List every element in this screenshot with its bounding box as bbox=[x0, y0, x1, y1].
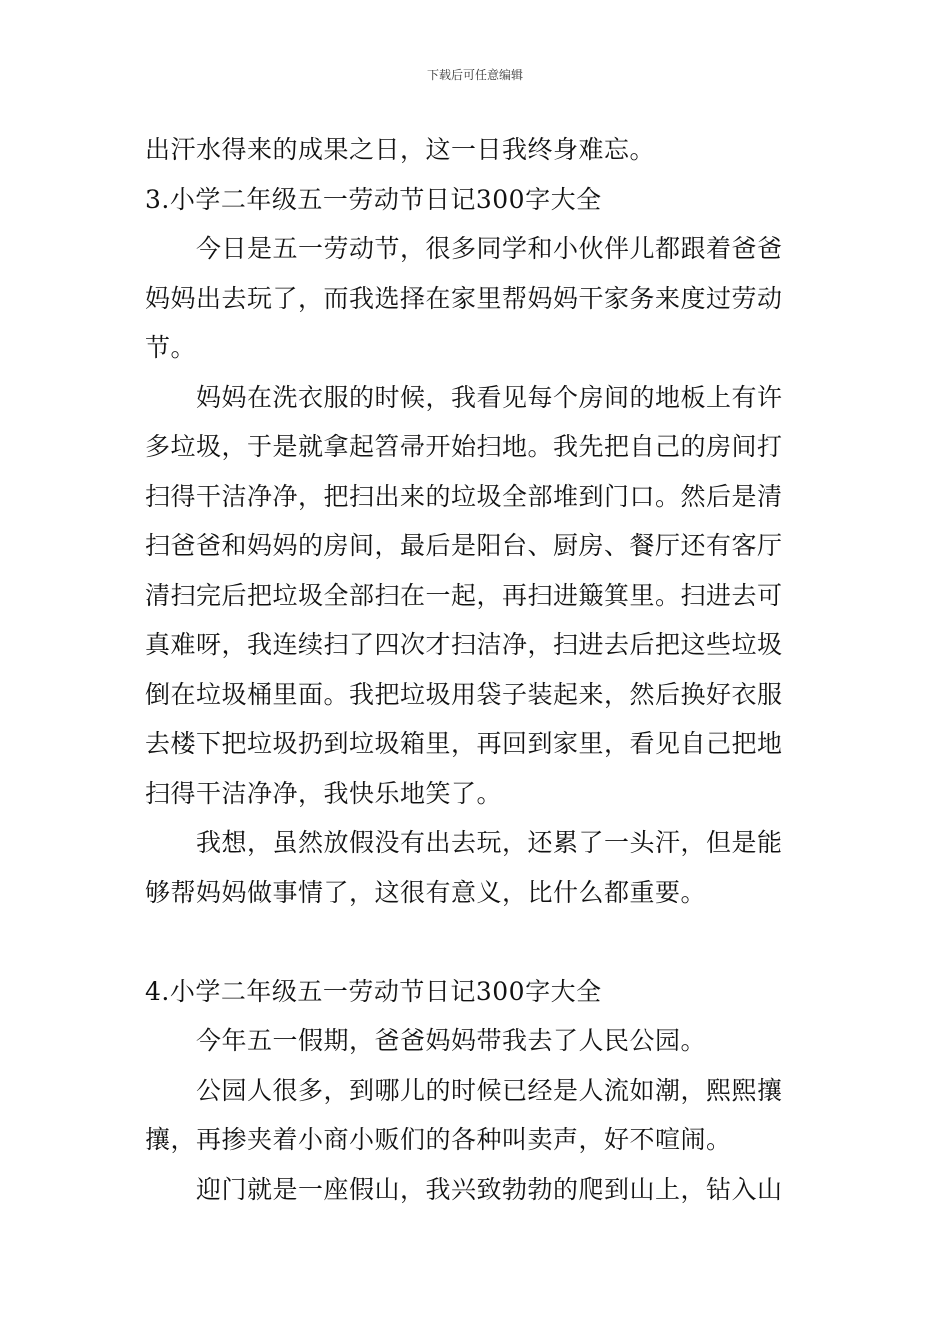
text-line: 出汗水得来的成果之日，这一日我终身难忘。 bbox=[145, 135, 656, 164]
text-line: 扫得干洁净净，把扫出来的垃圾全部堆到门口。然后是清 bbox=[145, 481, 783, 511]
text-line: 我想，虽然放假没有出去玩，还累了一头汗，但是能 bbox=[196, 828, 783, 857]
text-line: 今日是五一劳动节，很多同学和小伙伴儿都跟着爸爸 bbox=[196, 234, 783, 263]
text-line: 迎门就是一座假山，我兴致勃勃的爬到山上，钻入山 bbox=[196, 1174, 783, 1204]
text-line: 扫爸爸和妈妈的房间，最后是阳台、厨房、餐厅还有客厅 bbox=[145, 531, 783, 560]
text-line: 妈妈在洗衣服的时候，我看见每个房间的地板上有许 bbox=[196, 382, 783, 412]
section-heading-4: 4.小学二年级五一劳动节日记300字大全 bbox=[145, 976, 602, 1006]
text-line: 扫得干洁净净，我快乐地笑了。 bbox=[145, 778, 503, 808]
text-line: 公园人很多，到哪儿的时候已经是人流如潮，熙熙攘 bbox=[196, 1075, 783, 1105]
document-body bbox=[145, 125, 810, 1214]
text-line: 倒在垃圾桶里面。我把垃圾用袋子装起来，然后换好衣服 bbox=[145, 679, 783, 709]
section-heading-3: 3.小学二年级五一劳动节日记300字大全 bbox=[145, 184, 602, 214]
text-line: 够帮妈妈做事情了，这很有意义，比什么都重要。 bbox=[145, 877, 707, 907]
text-line: 清扫完后把垃圾全部扫在一起，再扫进簸箕里。扫进去可 bbox=[145, 580, 783, 610]
text-line: 多垃圾，于是就拿起笤帚开始扫地。我先把自己的房间打 bbox=[145, 432, 783, 461]
text-line: 真难呀，我连续扫了四次才扫洁净，扫进去后把这些垃圾 bbox=[145, 630, 783, 659]
text-line: 去楼下把垃圾扔到垃圾箱里，再回到家里，看见自己把地 bbox=[145, 729, 783, 758]
header-note: 下载后可任意编辑 bbox=[426, 68, 523, 82]
text-line: 今年五一假期，爸爸妈妈带我去了人民公园。 bbox=[196, 1026, 707, 1055]
text-line: 妈妈出去玩了，而我选择在家里帮妈妈干家务来度过劳动 bbox=[145, 283, 783, 313]
text-line: 攘，再掺夹着小商小贩们的各种叫卖声，好不喧闹。 bbox=[145, 1125, 732, 1154]
text-line: 节。 bbox=[145, 333, 197, 362]
paragraph-gap bbox=[145, 917, 810, 967]
